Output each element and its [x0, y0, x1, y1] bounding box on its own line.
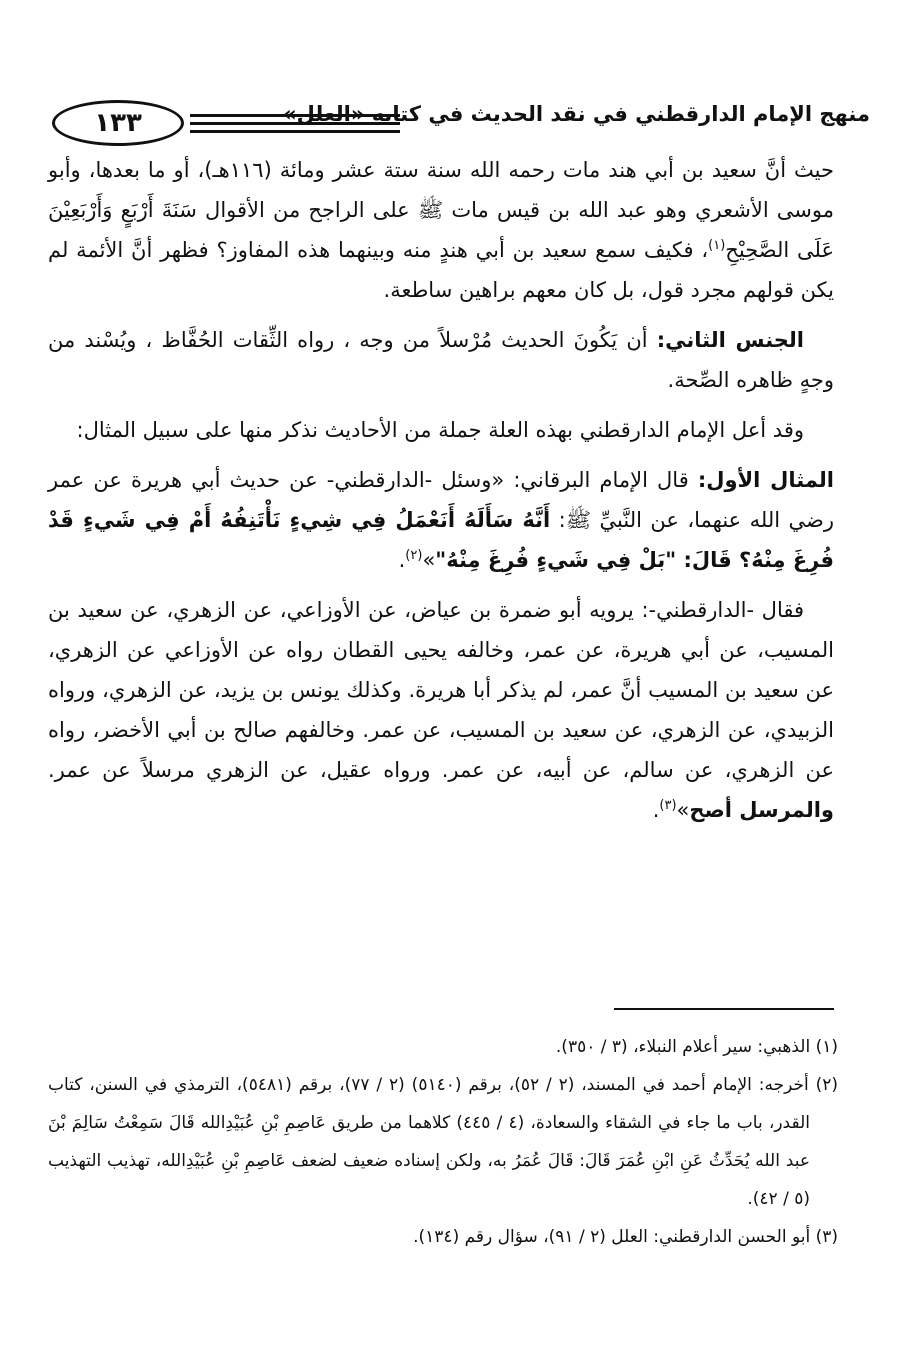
paragraph-1-text: حيث أنَّ سعيد بن أبي هند مات رحمه الله سنة ستة عشر ومائة (١١٦هـ)، أو ما بعدها، وأبو موسى الأشعري وهو عبد الله بن قيس مات ﷺ على الراجح من الأقوال سَنَةَ أَرْبَعٍ وَأَرْبَعِيْنَ عَلَى الصَّحِيْحِ	[48, 158, 834, 262]
paragraph-3	[48, 410, 834, 450]
footnote-ref-2: (٢)	[405, 548, 423, 563]
footnote-ref-1: (١)	[708, 238, 726, 253]
paragraph-5-text: فقال -الدارقطني-: يرويه أبو ضمرة بن عياض، عن الأوزاعي، عن الزهري، عن سعيد بن المسيب، عن أبي هريرة، عن عمر، وخالفه يحيى القطان رواه عن الأوزاعي عن الزهري، عن سعيد بن المسيب أنَّ عمر، لم يذكر أبا هريرة. وكذلك يونس بن يزيد، عن الزهري، ورواه الزبيدي، عن الزهري، عن سعيد بن المسيب، عن عمر. وخالفهم صالح بن أبي الأخضر، رواه عن الزهري، عن سالم، عن أبيه، عن عمر. ورواه عقيل، عن الزهري مرسلاً عن عمر.	[48, 598, 834, 782]
paragraph-2-text: أن يَكُونَ الحديث مُرْسلاً من وجه ، رواه الثِّقات الحُفَّاظ ، ويُسْند من وجهٍ ظاهره الصِّحة.	[48, 328, 834, 392]
header-rule	[190, 130, 400, 133]
paragraph-4	[48, 460, 834, 580]
hadith-quote: أَنَّهُ سَأَلَهُ أَنَعْمَلُ فِي شِيءٍ نَأْتَنِفُهُ أَمْ فِي شَيءٍ قَدْ فُرِغَ مِنْهُ؟ قَالَ: "بَلْ فِي شَيءٍ فُرِغَ مِنْهُ"	[48, 508, 834, 572]
page-number: ١٣٣	[52, 100, 184, 146]
paragraph-5-close: »	[676, 798, 690, 822]
page-header	[40, 98, 870, 150]
paragraph-5-end: .	[652, 798, 660, 822]
paragraph-4-lead: المثال الأول:	[697, 468, 834, 492]
footnote-3: (٣) أبو الحسن الدارقطني: العلل (٢ / ٩١)، سؤال رقم (١٣٤).	[413, 1227, 838, 1247]
footnote-ref-3: (٣)	[659, 798, 677, 813]
footnote-1: (١) الذهبي: سير أعلام النبلاء، (٣ / ٣٥٠).	[555, 1037, 838, 1057]
paragraph-2-lead: الجنس الثاني:	[656, 328, 805, 352]
quote-close: »	[422, 548, 436, 572]
paragraph-3-text: وقد أعل الإمام الدارقطني بهذه العلة جملة من الأحاديث نذكر منها على سبيل المثال:	[76, 418, 804, 442]
paragraph-5	[48, 590, 834, 830]
paragraph-4-text: قال الإمام البرقاني: «وسئل -الدارقطني- عن حديث أبي هريرة عن عمر رضي الله عنهما، عن النَّبيِّ ﷺ:	[48, 468, 834, 532]
footnote-2: (٢) أخرجه: الإمام أحمد في المسند، (٢ / ٥٢)، برقم (٥١٤٠) (٢ / ٧٧)، برقم (٥٤٨١)، الترمذي في السنن، كتاب القدر، باب ما جاء في الشقاء والسعادة، (٤ / ٤٤٥) كلاهما من طريق عَاصِمِ بْنِ عُبَيْدِالله قَالَ سَمِعْتُ سَالِمَ بْنَ عبد الله يُحَدِّثُ عَنِ ابْنِ عُمَرَ قَالَ: قَالَ عُمَرُ به، ولكن إسناده ضعيف لضعف عَاصِمِ بْنِ عُبَيْدِالله، تهذيب التهذيب (٥ / ٤٢).	[48, 1075, 838, 1209]
main-text	[48, 150, 834, 840]
paragraph-5-conclusion: والمرسل أصح	[689, 798, 834, 822]
paragraph-1	[48, 150, 834, 310]
paragraph-1-tail: ، فكيف سمع سعيد بن أبي هندٍ منه وبينهما هذه المفاوز؟ فظهر أنَّ الأئمة لم يكن قولهم مجرد قول، بل كان معهم براهين ساطعة.	[48, 238, 834, 302]
paragraph-4-end: .	[398, 548, 406, 572]
paragraph-2	[48, 320, 834, 400]
footnotes	[48, 1028, 838, 1256]
footnote-separator	[614, 1008, 834, 1010]
running-title: منهج الإمام الدارقطني في نقد الحديث في كتابه «العلل»	[283, 102, 870, 126]
